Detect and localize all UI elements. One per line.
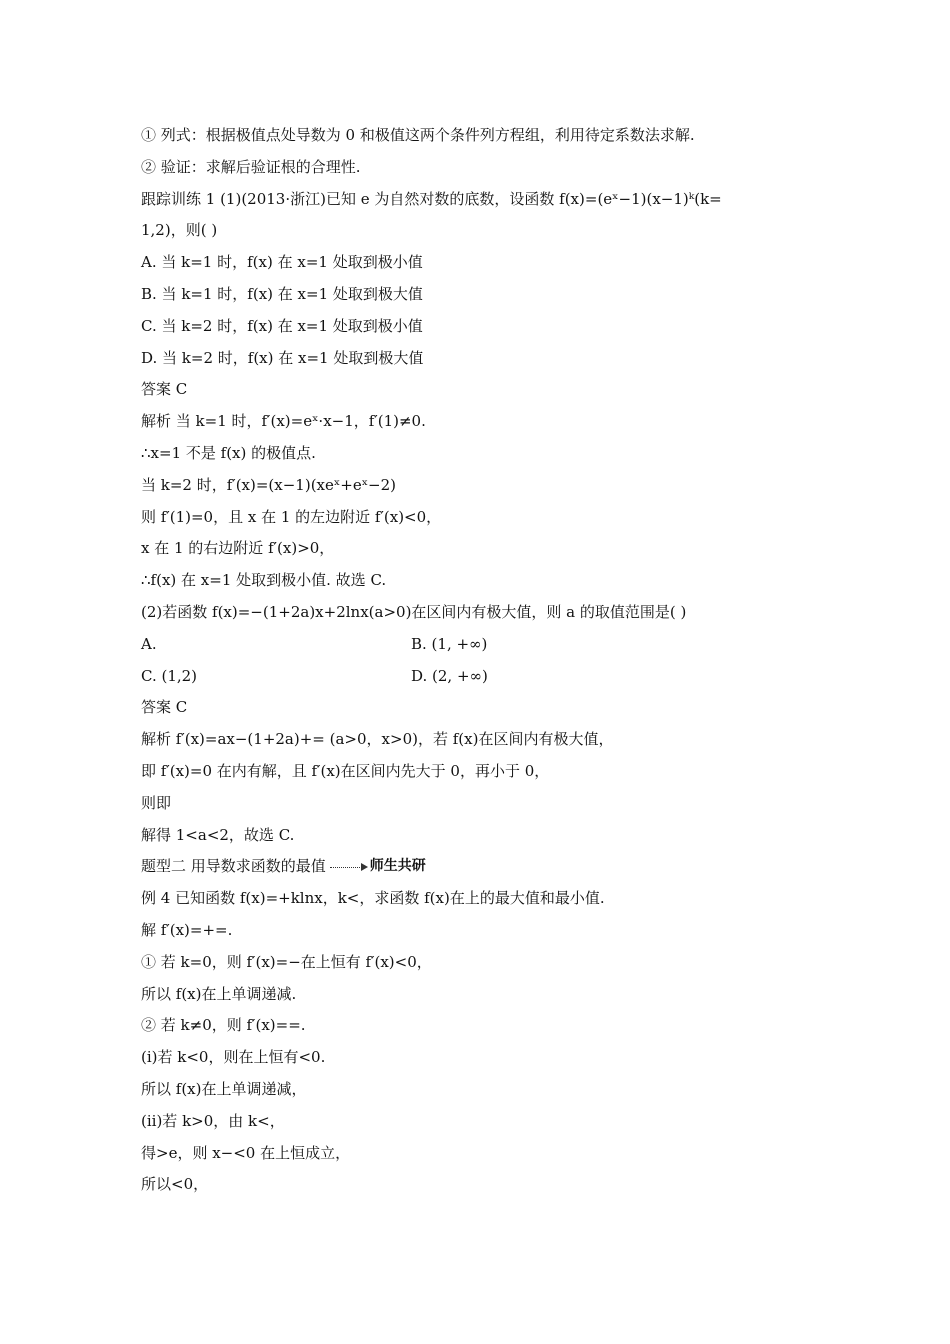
analysis-line: 解析 当 k=1 时，f′(x)=eˣ·x−1，f′(1)≠0. (141, 412, 426, 431)
option-c: C. 当 k=2 时，f(x) 在 x=1 处取到极小值 (141, 316, 423, 335)
option-b: B. 当 k=1 时，f(x) 在 x=1 处取到极大值 (141, 284, 423, 303)
text-line: 所以 f(x)在上单调递减. (141, 984, 297, 1003)
text-line: ① 列式：根据极值点处导数为 0 和极值这两个条件列方程组，利用待定系数法求解. (141, 126, 695, 144)
option-d: D. 当 k=2 时，f(x) 在 x=1 处取到极大值 (141, 348, 424, 367)
text-line: x 在 1 的右边附近 f′(x)>0， (141, 539, 335, 558)
text-line: 则 f′(1)=0，且 x 在 1 的左边附近 f′(x)<0， (141, 507, 442, 526)
text-line: ∴f(x) 在 x=1 处取到极小值. 故选 C. (141, 571, 387, 590)
text-line: 当 k=2 时，f′(x)=(x−1)(xeˣ+eˣ−2) (141, 475, 397, 494)
arrow-icon (330, 862, 368, 872)
text-line: 得>e，则 x−<0 在上恒成立， (141, 1143, 351, 1162)
document-content (141, 120, 821, 1201)
answer-line: 答案 C (141, 698, 188, 717)
example-line: 例 4 已知函数 f(x)=+klnx，k<，求函数 f(x)在上的最大值和最小值. (141, 889, 605, 908)
text-line: 跟踪训练 1 (1)(2013·浙江)已知 e 为自然对数的底数，设函数 f(x)=(eˣ−1)(x−1)ᵏ(k= (141, 189, 722, 208)
text-line: ② 若 k≠0，则 f′(x)==. (141, 1016, 306, 1035)
text-line: 则即 (141, 793, 172, 812)
text-line: 即 f′(x)=0 在内有解，且 f′(x)在区间内先大于 0，再小于 0， (141, 761, 550, 780)
option-a: A. 当 k=1 时，f(x) 在 x=1 处取到极小值 (141, 253, 423, 272)
solution-line: 解 f′(x)=+=. (141, 920, 233, 939)
section-title: 题型二 用导数求函数的最值 (141, 857, 326, 876)
analysis-line: 解析 f′(x)=ax−(1+2a)+= (a>0，x>0)，若 f(x)在区间内有极大值， (141, 730, 614, 749)
text-line: 所以 f(x)在上单调递减， (141, 1079, 307, 1098)
text-line: ② 验证：求解后验证根的合理性. (141, 157, 361, 176)
text-line: (ⅱ)若 k>0，由 k<， (141, 1111, 285, 1130)
question-line: (2)若函数 f(x)=−(1+2a)x+2lnx(a>0)在区间内有极大值，则 a 的取值范围是( ) (141, 602, 687, 621)
text-line: 所以<0， (141, 1175, 209, 1194)
section-tag: 师生共研 (369, 858, 426, 875)
options-row (141, 629, 821, 661)
option-b: B. (1, +∞) (411, 634, 488, 653)
text-line: ① 若 k=0，则 f′(x)=−在上恒有 f′(x)<0， (141, 952, 432, 971)
text-line: (ⅰ)若 k<0，则在上恒有<0. (141, 1048, 326, 1067)
text-line: ∴x=1 不是 f(x) 的极值点. (141, 443, 316, 462)
answer-line: 答案 C (141, 380, 188, 399)
text-line: 解得 1<a<2，故选 C. (141, 825, 295, 844)
option-a: A. (141, 634, 157, 653)
section-heading (141, 851, 821, 883)
option-d: D. (2, +∞) (411, 666, 488, 685)
text-line: 1,2)，则( ) (141, 221, 218, 240)
option-c: C. (1,2) (141, 666, 198, 685)
options-row (141, 661, 821, 693)
